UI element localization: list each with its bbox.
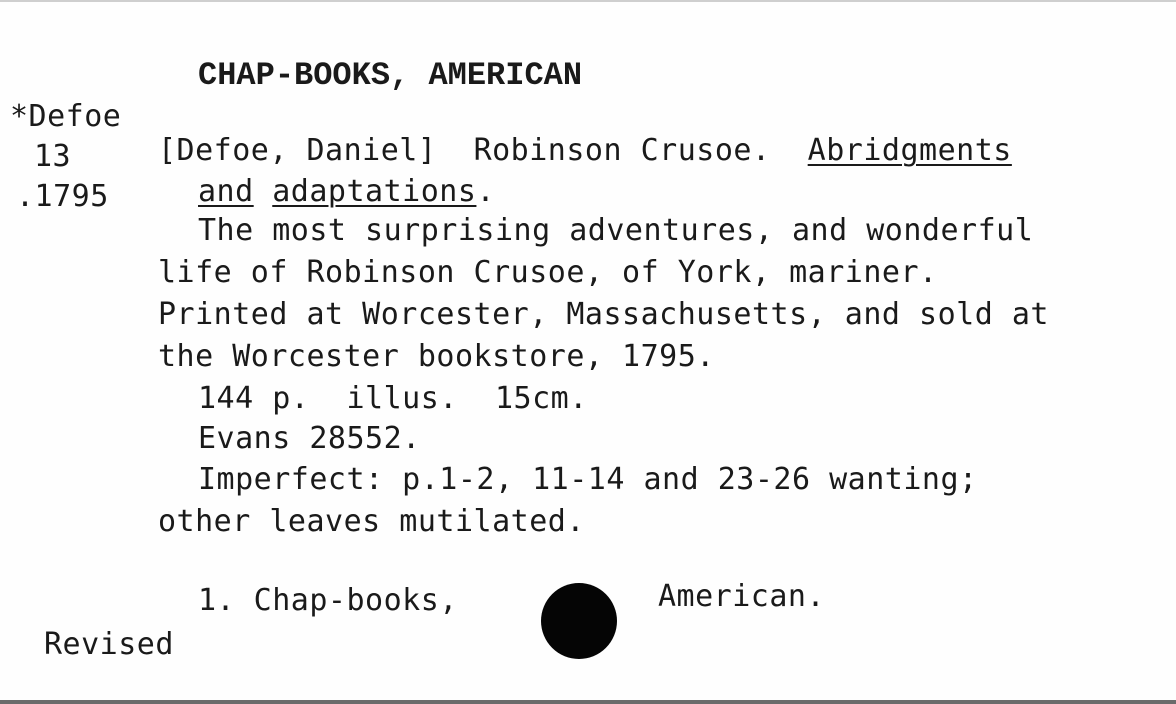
subdivision-part-2b: adaptations — [272, 174, 477, 209]
subdivision-line — [198, 174, 495, 209]
title-line-4: the Worcester bookstore, 1795. — [158, 339, 715, 374]
call-number-line-3: .1795 — [16, 179, 109, 214]
subject-heading: CHAP-BOOKS, AMERICAN — [198, 57, 583, 94]
subdivision-part-2a: and — [198, 174, 254, 209]
note-line-1: Imperfect: p.1-2, 11-14 and 23-26 wanting; — [198, 462, 978, 497]
title-line-2: life of Robinson Crusoe, of York, mariner. — [158, 255, 938, 290]
reference: Evans 28552. — [198, 421, 421, 456]
call-number-line-1: *Defoe — [10, 99, 122, 134]
title-line-3: Printed at Worcester, Massachusetts, and sold at — [158, 297, 1049, 332]
punch-hole — [541, 583, 617, 659]
main-entry-line — [158, 133, 1012, 168]
revised-stamp: Revised — [44, 627, 174, 662]
collation: 144 p. illus. 15cm. — [198, 381, 588, 416]
subdivision-period: . — [476, 174, 495, 209]
note-line-2: other leaves mutilated. — [158, 504, 585, 539]
uniform-title: Robinson Crusoe. — [473, 133, 771, 168]
call-number-line-2: 13 — [34, 139, 72, 174]
author: [Defoe, Daniel] — [158, 133, 437, 168]
subdivision-part-1: Abridgments — [807, 133, 1012, 168]
tracing-right: American. — [658, 579, 826, 614]
tracing-left: 1. Chap-books, — [198, 583, 458, 618]
title-line-1: The most surprising adventures, and wonderful — [198, 213, 1034, 248]
